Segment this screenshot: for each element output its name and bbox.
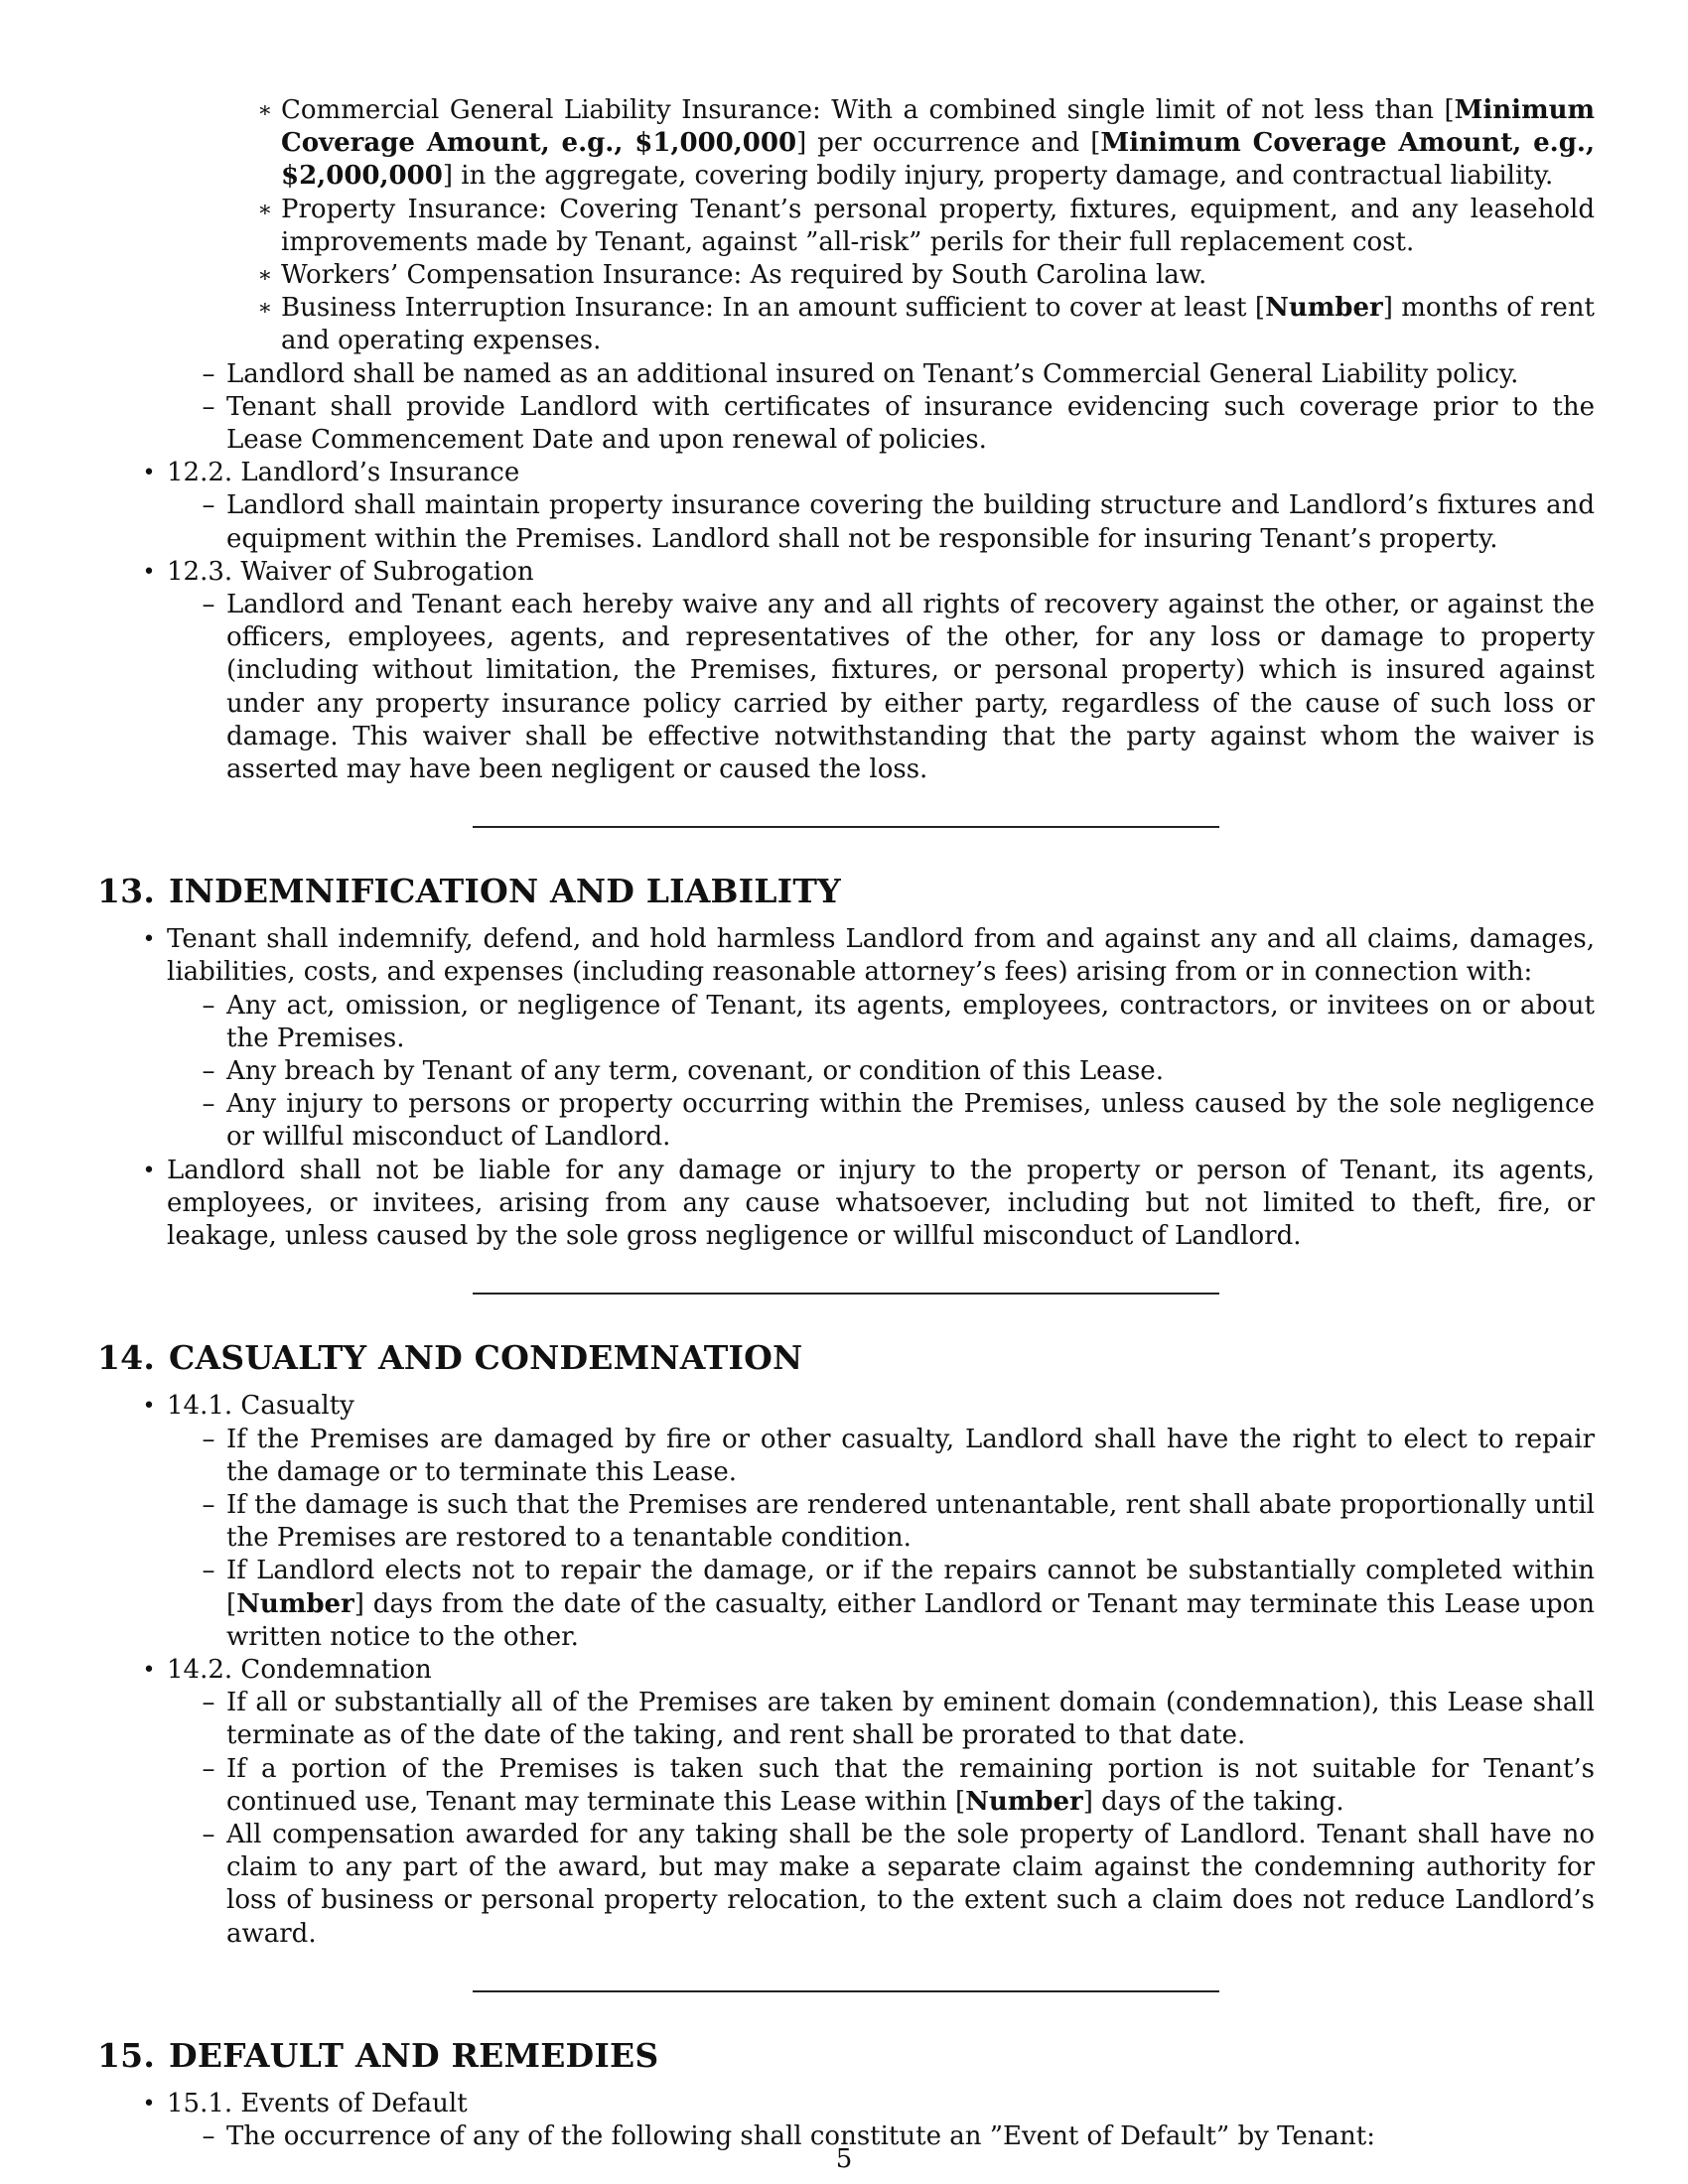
list-item-business-interruption: ∗ Business Interruption Insurance: In an amount sufficient to cover at least [Number] months of rent and operating expenses. (281, 292, 1595, 357)
star-bullet-icon: ∗ (257, 197, 273, 222)
placeholder-number: Number (965, 1786, 1083, 1817)
section-divider (97, 1253, 1595, 1330)
list-item-condemnation-all: – If all or substantially all of the Premises are taken by eminent domain (condemnation), this Lease shall terminate as of the date of the taking, and rent shall be prorated to that date. (226, 1687, 1595, 1752)
dash-bullet-icon: – (202, 1056, 215, 1087)
dash-bullet-icon: – (202, 1819, 215, 1849)
list-item-event-of-default: – The occurrence of any of the following shall constitute an ”Event of Default” by Tenant: (226, 2120, 1595, 2153)
placeholder-min-coverage-occurrence: Minimum Coverage Amount, e.g., $1,000,000 (281, 95, 1595, 159)
list-item-cgl-insurance: ∗ Commercial General Liability Insurance: With a combined single limit of not less than [Minimum Coverage Amount, e.g., $1,000,000] per occurrence and [Minimum Coverage Amount, e.g., $2,000,000] in the aggregate, covering bodily injury, property damage, and contractual liability. (281, 94, 1595, 194)
page-content (97, 94, 1595, 2153)
list-item-condemnation-portion: – If a portion of the Premises is taken such that the remaining portion is not suitable for Tenant’s continued use, Tenant may terminate this Lease within [Number] days of the taking. (226, 1753, 1595, 1819)
list-item-additional-insured: – Landlord shall be named as an additional insured on Tenant’s Commercial General Liability policy. (226, 358, 1595, 391)
section-13-heading: 13. INDEMNIFICATION AND LIABILITY (97, 872, 841, 911)
dash-bullet-icon: – (202, 1688, 215, 1718)
list-item-indemnify-injury: – Any injury to persons or property occurring within the Premises, unless caused by the sole negligence or willful misconduct of Landlord. (226, 1088, 1595, 1154)
list-item-workers-compensation: ∗ Workers’ Compensation Insurance: As required by South Carolina law. (281, 259, 1595, 292)
subsection-14-1-title: • 14.1. Casualty (167, 1390, 1595, 1423)
dot-bullet-icon: • (142, 1657, 156, 1683)
list-item-landlord-liability: • Landlord shall not be liable for any damage or injury to the property or person of Tenant, its agents, employees, or invitees, arising from any cause whatsoever, including but not limited to theft, fire, or leakage, unless caused by the sole gross negligence or willful misconduct of Landlord. (167, 1155, 1595, 1254)
star-bullet-icon: ∗ (257, 296, 273, 322)
dash-bullet-icon: – (202, 990, 215, 1021)
section-divider (97, 1951, 1595, 2028)
dash-bullet-icon: – (202, 1556, 215, 1586)
placeholder-number: Number (1265, 293, 1383, 324)
dash-bullet-icon: – (202, 490, 215, 521)
list-item-condemnation-award: – All compensation awarded for any taking shall be the sole property of Landlord. Tenant shall have no claim to any part of the award, but may make a separate claim against the condemning authority for loss of business or personal property relocation, to the extent such a claim does not reduce Landlord’s award. (226, 1819, 1595, 1951)
dot-bullet-icon: • (142, 1394, 156, 1420)
star-bullet-icon: ∗ (257, 263, 273, 289)
list-item-property-insurance: ∗ Property Insurance: Covering Tenant’s personal property, fixtures, equipment, and any leasehold improvements made by Tenant, against ”all-risk” perils for their full replacement cost. (281, 194, 1595, 259)
dot-bullet-icon: • (142, 927, 156, 953)
subsection-12-3-title: • 12.3. Waiver of Subrogation (167, 556, 1595, 589)
dash-bullet-icon: – (202, 1489, 215, 1520)
dot-bullet-icon: • (142, 2091, 156, 2116)
dash-bullet-icon: – (202, 2120, 215, 2151)
dash-bullet-icon: – (202, 1753, 215, 1784)
list-item-casualty-terminate: – If Landlord elects not to repair the damage, or if the repairs cannot be substantially completed within [Number] days from the date of the casualty, either Landlord or Tenant may terminate this Lease upon written notice to the other. (226, 1555, 1595, 1654)
page-number: 5 (835, 2144, 853, 2174)
dash-bullet-icon: – (202, 590, 215, 620)
placeholder-min-coverage-aggregate: Minimum Coverage Amount, e.g., $2,000,000 (281, 128, 1595, 192)
list-item-certificates: – Tenant shall provide Landlord with certificates of insurance evidencing such coverage prior to the Lease Commencement Date and upon renewal of policies. (226, 391, 1595, 457)
list-item-indemnify-intro: • Tenant shall indemnify, defend, and hold harmless Landlord from and against any and all claims, damages, liabilities, costs, and expenses (including reasonable attorney’s fees) arising from or in connection with: (167, 923, 1595, 989)
section-divider (97, 786, 1595, 864)
dash-bullet-icon: – (202, 358, 215, 389)
list-item-indemnify-act: – Any act, omission, or negligence of Tenant, its agents, employees, contractors, or invitees on or about the Premises. (226, 990, 1595, 1055)
section-15-heading: 15. DEFAULT AND REMEDIES (97, 2035, 659, 2075)
subsection-15-1-title: • 15.1. Events of Default (167, 2088, 1595, 2120)
list-item-casualty-repair: – If the Premises are damaged by fire or other casualty, Landlord shall have the right to elect to repair the damage or to terminate this Lease. (226, 1424, 1595, 1489)
section-14-heading: 14. CASUALTY AND CONDEMNATION (97, 1338, 803, 1378)
dot-bullet-icon: • (142, 559, 156, 585)
star-bullet-icon: ∗ (257, 98, 273, 123)
list-item-waiver-subrogation: – Landlord and Tenant each hereby waive any and all rights of recovery against the other, or against the officers, employees, agents, and representatives of the other, for any loss or damage to property (including without limitation, the Premises, fixtures, or personal property) which is insured against under any property insurance policy carried by either party, regardless of the cause of such loss or damage. This waiver shall be effective notwithstanding that the party against whom the waiver is asserted may have been negligent or caused the loss. (226, 589, 1595, 786)
list-item-landlord-insurance: – Landlord shall maintain property insurance covering the building structure and Landlord’s fixtures and equipment within the Premises. Landlord shall not be responsible for insuring Tenant’s property. (226, 489, 1595, 555)
dot-bullet-icon: • (142, 1158, 156, 1183)
list-item-indemnify-breach: – Any breach by Tenant of any term, covenant, or condition of this Lease. (226, 1055, 1595, 1088)
subsection-12-2-title: • 12.2. Landlord’s Insurance (167, 457, 1595, 489)
subsection-14-2-title: • 14.2. Condemnation (167, 1654, 1595, 1687)
dash-bullet-icon: – (202, 391, 215, 422)
dot-bullet-icon: • (142, 461, 156, 486)
dash-bullet-icon: – (202, 1424, 215, 1454)
list-item-casualty-abate: – If the damage is such that the Premises are rendered untenantable, rent shall abate proportionally until the Premises are restored to a tenantable condition. (226, 1489, 1595, 1555)
dash-bullet-icon: – (202, 1089, 215, 1120)
placeholder-number: Number (236, 1588, 354, 1619)
